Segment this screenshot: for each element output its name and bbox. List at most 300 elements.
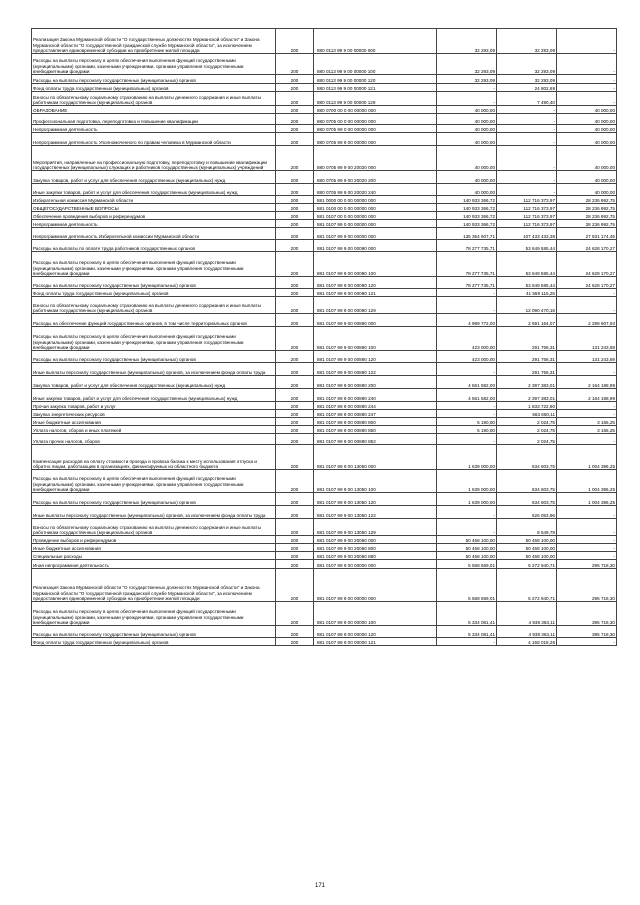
row-label: Уплата прочих налогов, сборов <box>32 434 276 445</box>
row-classifier: 880 0113 99 9 00 00000 000 <box>314 29 437 54</box>
row-executed: 2 397 383,01 <box>497 376 557 389</box>
row-label: Специальные расходы <box>32 552 276 560</box>
row-executed: 32 293,09 <box>497 29 557 54</box>
row-remaining: 40 000,00 <box>557 184 617 196</box>
table-row <box>32 29 617 54</box>
row-approved: - <box>437 297 497 314</box>
row-label: Фонд оплаты труда государственных (муниципальных) органов <box>32 84 276 92</box>
row-label: Расходы на выплаты персоналу в целях обеспечения выполнения функций государственными (муниципальными) органами, казенными учреждениями, органами управления государственными внебюджетными фондами <box>32 252 276 277</box>
row-classifier: 881 0107 99 9 00 00890 000 <box>314 314 437 327</box>
row-classifier: 881 0107 99 9 00 13050 100 <box>314 470 437 493</box>
row-classifier: 881 0107 99 9 00 20060 800 <box>314 544 437 552</box>
row-label: Компенсация расходов на оплату стоимости проезда и провоза багажа к месту использования отпуска и обратно лицам, работающим в организациях, финансируемых из областного бюджета <box>32 445 276 470</box>
row-approved: 4 561 582,00 <box>437 376 497 389</box>
table-row <box>32 204 617 212</box>
row-approved: 50 458 100,00 <box>437 552 497 560</box>
row-label: Закупка энергетических ресурсов <box>32 410 276 418</box>
row-executed: 2 397 383,01 <box>497 389 557 402</box>
table-row <box>32 54 617 75</box>
row-classifier: 881 0107 99 9 00 13050 129 <box>314 519 437 536</box>
row-remaining: 2 298 607,93 <box>557 314 617 327</box>
row-remaining: 131 243,69 <box>557 351 617 363</box>
row-approved: 5 568 659,01 <box>437 560 497 569</box>
table-row <box>32 212 617 220</box>
row-remaining: 295 718,30 <box>557 560 617 569</box>
row-executed: 50 458 100,00 <box>497 544 557 552</box>
row-approved: 78 277 735,71 <box>437 252 497 277</box>
row-classifier: 881 0107 99 9 00 00890 120 <box>314 351 437 363</box>
row-label: Расходы на выплаты персоналу государственных (муниципальных) органов <box>32 277 276 289</box>
row-approved: 140 933 366,72 <box>437 196 497 204</box>
row-approved: 40 000,00 <box>437 106 497 114</box>
table-row <box>32 125 617 133</box>
row-executed: 112 716 373,97 <box>497 212 557 220</box>
row-executed: 634 603,75 <box>497 445 557 470</box>
row-code: 200 <box>276 470 314 493</box>
row-label: Иные выплаты персоналу государственных (муниципальных) органов, за исключением фонда оплаты труда <box>32 363 276 376</box>
row-code: 200 <box>276 363 314 376</box>
row-remaining: 27 931 174,45 <box>557 228 617 240</box>
row-approved: 40 000,00 <box>437 125 497 133</box>
row-code: 200 <box>276 204 314 212</box>
table-row <box>32 133 617 146</box>
row-approved: 5 334 081,41 <box>437 626 497 638</box>
row-label: Иные выплаты персоналу государственных (муниципальных) органов, за исключением фонда оплаты труда <box>32 506 276 519</box>
row-remaining: 40 000,00 <box>557 146 617 171</box>
row-approved: 5 334 081,41 <box>437 602 497 626</box>
row-remaining: 40 000,00 <box>557 114 617 125</box>
row-approved: - <box>437 402 497 410</box>
row-code: 200 <box>276 519 314 536</box>
table-row <box>32 314 617 327</box>
table-row <box>32 552 617 560</box>
row-code: 200 <box>276 84 314 92</box>
row-label: Взносы по обязательному социальному страхованию на выплаты денежного содержания и иные выплаты работникам государственных (муниципальных) органов <box>32 92 276 106</box>
row-approved: 4 561 582,00 <box>437 389 497 402</box>
table-row <box>32 196 617 204</box>
row-label: Закупка товаров, работ и услуг для обеспечения государственных (муниципальных) нужд <box>32 376 276 389</box>
row-remaining: - <box>557 75 617 84</box>
row-approved: 5 190,00 <box>437 426 497 434</box>
row-approved: 78 277 735,71 <box>437 240 497 252</box>
table-row <box>32 289 617 297</box>
row-classifier: 881 0107 99 9 00 20060 880 <box>314 552 437 560</box>
row-approved: 5 190,00 <box>437 418 497 426</box>
row-approved: 140 933 366,72 <box>437 220 497 228</box>
row-code: 200 <box>276 106 314 114</box>
row-code: 200 <box>276 569 314 602</box>
row-remaining: 1 004 396,25 <box>557 493 617 506</box>
row-approved: 5 568 659,01 <box>437 569 497 602</box>
row-remaining: - <box>557 536 617 544</box>
row-classifier: 881 0107 99 9 00 00890 100 <box>314 327 437 351</box>
table-row <box>32 434 617 445</box>
row-remaining: 3 165,25 <box>557 418 617 426</box>
row-remaining: - <box>557 544 617 552</box>
row-label: Непрограммная деятельность <box>32 125 276 133</box>
row-approved: 1 639 000,00 <box>437 445 497 470</box>
row-code: 200 <box>276 410 314 418</box>
row-remaining: 28 236 992,75 <box>557 220 617 228</box>
row-code: 200 <box>276 171 314 184</box>
row-remaining: - <box>557 29 617 54</box>
row-code: 200 <box>276 212 314 220</box>
row-remaining: 1 004 396,25 <box>557 445 617 470</box>
row-classifier: 881 0107 99 9 00 00890 852 <box>314 434 437 445</box>
row-code: 200 <box>276 552 314 560</box>
row-remaining: 295 718,30 <box>557 569 617 602</box>
row-classifier: 880 0705 99 0 00 00000 000 <box>314 125 437 133</box>
row-classifier: 880 0705 99 9 00 20020 200 <box>314 171 437 184</box>
table-row <box>32 506 617 519</box>
row-classifier: 881 0107 99 9 00 00890 240 <box>314 389 437 402</box>
row-code: 200 <box>276 351 314 363</box>
row-executed: 291 756,31 <box>497 351 557 363</box>
row-classifier: 880 0700 00 0 00 00000 000 <box>314 106 437 114</box>
row-approved: 423 000,00 <box>437 327 497 351</box>
table-row <box>32 351 617 363</box>
row-classifier: 881 0107 99 9 00 13050 120 <box>314 493 437 506</box>
row-remaining: 24 628 170,27 <box>557 240 617 252</box>
row-executed: - <box>497 125 557 133</box>
table-body <box>32 29 617 646</box>
row-approved: 32 293,09 <box>437 29 497 54</box>
row-approved: 1 639 000,00 <box>437 493 497 506</box>
row-classifier: 880 0113 99 9 00 00000 100 <box>314 54 437 75</box>
table-row <box>32 376 617 389</box>
row-classifier: 881 0107 99 9 00 20060 000 <box>314 536 437 544</box>
row-label: Расходы на выплаты персоналу государственных (муниципальных) органов <box>32 351 276 363</box>
row-classifier: 881 0107 99 9 00 00000 000 <box>314 569 437 602</box>
budget-table-page <box>31 28 615 646</box>
row-code: 200 <box>276 445 314 470</box>
row-label: Иная непрограммная деятельность <box>32 560 276 569</box>
row-approved: - <box>437 363 497 376</box>
row-code: 200 <box>276 297 314 314</box>
row-executed: 112 716 373,97 <box>497 204 557 212</box>
row-label: Фонд оплаты труда государственных (муниципальных) органов <box>32 638 276 646</box>
row-remaining: - <box>557 92 617 106</box>
table-row <box>32 536 617 544</box>
row-executed: 32 293,09 <box>497 75 557 84</box>
row-approved: 32 293,09 <box>437 54 497 75</box>
row-approved: 40 000,00 <box>437 114 497 125</box>
table-row <box>32 171 617 184</box>
row-label: Расходы на выплаты персоналу государственных (муниципальных) органов <box>32 493 276 506</box>
table-row <box>32 418 617 426</box>
row-label: Иные закупки товаров, работ и услуг для обеспечения государственных (муниципальных) нужд <box>32 389 276 402</box>
row-code: 200 <box>276 114 314 125</box>
row-label: ОБРАЗОВАНИЕ <box>32 106 276 114</box>
row-remaining: 40 000,00 <box>557 171 617 184</box>
row-classifier: 881 0107 99 9 00 00090 000 <box>314 240 437 252</box>
row-label: Расходы на выплаты персоналу в целях обеспечения выполнения функций государственными (муниципальными) органами, казенными учреждениями, органами управления государственными внебюджетными фондами <box>32 54 276 75</box>
row-code: 200 <box>276 146 314 171</box>
row-remaining: 24 628 170,27 <box>557 277 617 289</box>
row-code: 200 <box>276 493 314 506</box>
row-approved: 32 293,09 <box>437 75 497 84</box>
row-classifier: 880 0113 99 9 00 00000 120 <box>314 75 437 84</box>
row-classifier: 881 0107 99 9 00 00890 122 <box>314 363 437 376</box>
row-remaining: - <box>557 434 617 445</box>
row-classifier: 881 0107 00 0 00 00000 000 <box>314 212 437 220</box>
row-approved: 4 989 772,00 <box>437 314 497 327</box>
row-executed: 4 158 018,26 <box>497 638 557 646</box>
table-row <box>32 602 617 626</box>
row-classifier: 880 0113 99 9 00 00000 121 <box>314 84 437 92</box>
row-approved: 423 000,00 <box>437 351 497 363</box>
row-label: Расходы на выплаты персоналу государственных (муниципальных) органов <box>32 626 276 638</box>
table-row <box>32 184 617 196</box>
row-executed: 107 433 433,38 <box>497 228 557 240</box>
row-executed: 2 691 164,07 <box>497 314 557 327</box>
row-approved: 140 933 366,72 <box>437 212 497 220</box>
table-row <box>32 220 617 228</box>
row-executed: - <box>497 171 557 184</box>
row-executed: 563 660,11 <box>497 410 557 418</box>
row-approved: 40 000,00 <box>437 171 497 184</box>
row-classifier: 881 0107 99 9 00 00890 850 <box>314 426 437 434</box>
table-row <box>32 252 617 277</box>
table-row <box>32 389 617 402</box>
row-approved: 50 458 100,00 <box>437 544 497 552</box>
row-code: 200 <box>276 92 314 106</box>
row-label: Расходы на выплаты персоналу в целях обеспечения выполнения функций государственными (муниципальными) органами, казенными учреждениями, органами управления государственными внебюджетными фондами <box>32 327 276 351</box>
row-code: 200 <box>276 54 314 75</box>
row-code: 200 <box>276 75 314 84</box>
row-approved: - <box>437 92 497 106</box>
row-code: 200 <box>276 426 314 434</box>
row-executed: 2 024,75 <box>497 418 557 426</box>
row-remaining: 131 243,69 <box>557 327 617 351</box>
row-approved: - <box>437 519 497 536</box>
row-classifier: 881 0107 99 0 00 00000 000 <box>314 220 437 228</box>
row-executed: - <box>497 184 557 196</box>
row-code: 200 <box>276 626 314 638</box>
row-remaining: - <box>557 54 617 75</box>
row-classifier: 881 0107 99 9 00 00890 200 <box>314 376 437 389</box>
table-row <box>32 470 617 493</box>
table-row <box>32 445 617 470</box>
row-label: Фонд оплаты труда государственных (муниципальных) органов <box>32 289 276 297</box>
row-approved: - <box>437 506 497 519</box>
row-remaining: 40 000,00 <box>557 133 617 146</box>
row-executed: 112 716 373,97 <box>497 196 557 204</box>
row-classifier: 881 0107 99 9 00 00090 129 <box>314 297 437 314</box>
row-label: Реализация Закона Мурманской области "О государственных должностях Мурманской области" и Закона Мурманской области "О государственной гражданской службе Мурманской области", за исключением предоставления единовременной субсидии на приобретение жилой площади <box>32 29 276 54</box>
row-executed: 53 649 585,44 <box>497 277 557 289</box>
row-executed: 32 293,09 <box>497 54 557 75</box>
row-remaining: 2 164 198,99 <box>557 389 617 402</box>
row-remaining: - <box>557 519 617 536</box>
row-remaining: - <box>557 297 617 314</box>
row-classifier: 880 0705 00 0 00 00000 000 <box>314 114 437 125</box>
row-remaining: - <box>557 84 617 92</box>
table-row <box>32 75 617 84</box>
row-label: Иные закупки товаров, работ и услуг для обеспечения государственных (муниципальных) нужд <box>32 184 276 196</box>
row-approved: - <box>437 289 497 297</box>
row-executed: 53 649 585,44 <box>497 252 557 277</box>
row-classifier: 881 0107 99 9 00 00000 000 <box>314 228 437 240</box>
row-label: Взносы по обязательному социальному страхованию на выплаты денежного содержания и иные выплаты работникам государственных (муниципальных) органов <box>32 297 276 314</box>
row-executed: - <box>497 114 557 125</box>
row-code: 200 <box>276 376 314 389</box>
row-remaining: 28 236 992,75 <box>557 212 617 220</box>
row-classifier: 880 0705 99 9 00 20020 000 <box>314 146 437 171</box>
row-executed: 626 053,96 <box>497 506 557 519</box>
row-remaining: 1 004 396,25 <box>557 470 617 493</box>
row-executed: - <box>497 133 557 146</box>
row-approved: 1 639 000,00 <box>437 470 497 493</box>
row-label: Непрограммная деятельность Избирательной комиссии Мурманской области <box>32 228 276 240</box>
row-remaining: 40 000,00 <box>557 106 617 114</box>
row-remaining: 395 718,30 <box>557 602 617 626</box>
row-executed: 634 603,75 <box>497 493 557 506</box>
row-label: Профессиональная подготовка, переподготовка и повышение квалификации <box>32 114 276 125</box>
row-executed: 634 603,75 <box>497 470 557 493</box>
row-remaining: - <box>557 363 617 376</box>
row-classifier: 881 0107 99 9 00 00090 121 <box>314 289 437 297</box>
row-code: 200 <box>276 133 314 146</box>
row-approved: 140 933 366,72 <box>437 204 497 212</box>
row-remaining: - <box>557 289 617 297</box>
row-label: Расходы на выплаты персоналу в целях обеспечения выполнения функций государственными (муниципальными) органами, казенными учреждениями, органами управления государственными внебюджетными фондами <box>32 602 276 626</box>
row-remaining: 395 718,30 <box>557 626 617 638</box>
table-row <box>32 92 617 106</box>
row-code: 200 <box>276 389 314 402</box>
row-executed: 291 756,31 <box>497 363 557 376</box>
row-label: ОБЩЕГОСУДАРСТВЕННЫЕ ВОПРОСЫ <box>32 204 276 212</box>
row-remaining: 28 236 992,75 <box>557 204 617 212</box>
row-code: 200 <box>276 277 314 289</box>
row-code: 200 <box>276 196 314 204</box>
row-code: 200 <box>276 252 314 277</box>
page-number: 171 <box>314 883 325 889</box>
row-executed: 5 272 940,71 <box>497 560 557 569</box>
table-row <box>32 519 617 536</box>
row-executed: 41 559 115,26 <box>497 289 557 297</box>
row-code: 200 <box>276 602 314 626</box>
row-label: Непрограммная деятельность Уполномоченного по правам человека в Мурманской области <box>32 133 276 146</box>
row-approved: 40 000,00 <box>437 146 497 171</box>
budget-execution-table <box>31 28 617 646</box>
table-row <box>32 638 617 646</box>
row-executed: 7 490,40 <box>497 92 557 106</box>
row-approved: 135 364 607,71 <box>437 228 497 240</box>
table-row <box>32 410 617 418</box>
table-row <box>32 426 617 434</box>
row-executed: 5 272 940,71 <box>497 569 557 602</box>
row-label: Иные бюджетные ассигнования <box>32 544 276 552</box>
row-label: Мероприятия, направленные на профессиональную подготовку, переподготовку и повышение квалификации государственных (муниципальных) служащих и работников государственных (муниципальных) учреждений <box>32 146 276 171</box>
row-code: 200 <box>276 220 314 228</box>
row-label: Расходы на выплаты персоналу в целях обеспечения выполнения функций государственными (муниципальными) органами, казенными учреждениями, органами управления государственными внебюджетными фондами <box>32 470 276 493</box>
row-remaining: 3 165,25 <box>557 426 617 434</box>
row-label: Расходы на обеспечение функций государственных органов, в том числе территориальных органов <box>32 314 276 327</box>
row-label: Расходы на выплаты персоналу государственных (муниципальных) органов <box>32 75 276 84</box>
table-row <box>32 569 617 602</box>
row-classifier: 881 0107 99 9 00 00890 247 <box>314 410 437 418</box>
row-remaining: 24 628 170,27 <box>557 252 617 277</box>
row-label: Непрограммная деятельность <box>32 220 276 228</box>
table-row <box>32 402 617 410</box>
row-label: Иные бюджетные ассигнования <box>32 418 276 426</box>
row-classifier: 881 0000 00 0 00 00000 000 <box>314 196 437 204</box>
row-label: Расходы на выплаты по оплате труда работников государственных органов <box>32 240 276 252</box>
row-approved: - <box>437 638 497 646</box>
row-code: 200 <box>276 544 314 552</box>
row-classifier: 881 0107 99 9 00 00000 120 <box>314 626 437 638</box>
table-row <box>32 146 617 171</box>
table-row <box>32 106 617 114</box>
table-row <box>32 240 617 252</box>
row-remaining: - <box>557 410 617 418</box>
row-executed: 53 649 585,44 <box>497 240 557 252</box>
row-code: 200 <box>276 560 314 569</box>
row-approved: 50 458 100,00 <box>437 536 497 544</box>
row-remaining: - <box>557 638 617 646</box>
row-code: 200 <box>276 289 314 297</box>
row-code: 200 <box>276 434 314 445</box>
row-executed: 112 716 373,97 <box>497 220 557 228</box>
table-row <box>32 228 617 240</box>
row-remaining: 28 236 992,75 <box>557 196 617 204</box>
row-label: Закупка товаров, работ и услуг для обеспечения государственных (муниципальных) нужд <box>32 171 276 184</box>
row-executed: 12 090 470,18 <box>497 297 557 314</box>
row-executed: 8 549,79 <box>497 519 557 536</box>
table-row <box>32 84 617 92</box>
row-code: 200 <box>276 314 314 327</box>
row-executed: 24 802,69 <box>497 84 557 92</box>
row-approved: - <box>437 84 497 92</box>
table-row <box>32 363 617 376</box>
row-code: 200 <box>276 125 314 133</box>
row-label: Прочая закупка товаров, работ и услуг <box>32 402 276 410</box>
row-classifier: 880 0113 99 9 00 00000 129 <box>314 92 437 106</box>
row-approved: - <box>437 410 497 418</box>
row-executed: 2 024,75 <box>497 426 557 434</box>
row-label: Взносы по обязательному социальному страхованию на выплаты денежного содержания и иные выплаты работникам государственных (муниципальных) органов <box>32 519 276 536</box>
row-remaining: - <box>557 402 617 410</box>
row-classifier: 881 0107 99 9 00 00090 120 <box>314 277 437 289</box>
row-code: 200 <box>276 536 314 544</box>
row-code: 200 <box>276 184 314 196</box>
table-row <box>32 626 617 638</box>
row-classifier: 881 0107 99 9 00 13050 000 <box>314 445 437 470</box>
row-executed: 2 024,75 <box>497 434 557 445</box>
row-executed: 4 938 363,11 <box>497 602 557 626</box>
row-label: Обеспечение проведения выборов и референдумов <box>32 212 276 220</box>
row-classifier: 881 0107 99 9 00 00890 800 <box>314 418 437 426</box>
table-row <box>32 327 617 351</box>
row-code: 200 <box>276 506 314 519</box>
row-classifier: 881 0107 99 9 00 00000 121 <box>314 638 437 646</box>
row-remaining: - <box>557 506 617 519</box>
table-row <box>32 560 617 569</box>
row-label: Реализация Закона Мурманской области "О государственных должностях Мурманской области" и Закона Мурманской области "О государственной гражданской службе Мурманской области", за исключением предоставления единовременной субсидии на приобретение жилой площади <box>32 569 276 602</box>
row-classifier: 880 0705 99 9 00 00000 000 <box>314 133 437 146</box>
row-label: Уплата налогов, сборов и иных платежей <box>32 426 276 434</box>
table-row <box>32 114 617 125</box>
row-classifier: 881 0107 99 9 00 00090 100 <box>314 252 437 277</box>
row-approved: 40 000,00 <box>437 133 497 146</box>
table-row <box>32 277 617 289</box>
row-executed: 1 833 722,90 <box>497 402 557 410</box>
row-code: 200 <box>276 228 314 240</box>
row-code: 200 <box>276 327 314 351</box>
row-executed: 50 458 100,00 <box>497 552 557 560</box>
row-code: 200 <box>276 402 314 410</box>
